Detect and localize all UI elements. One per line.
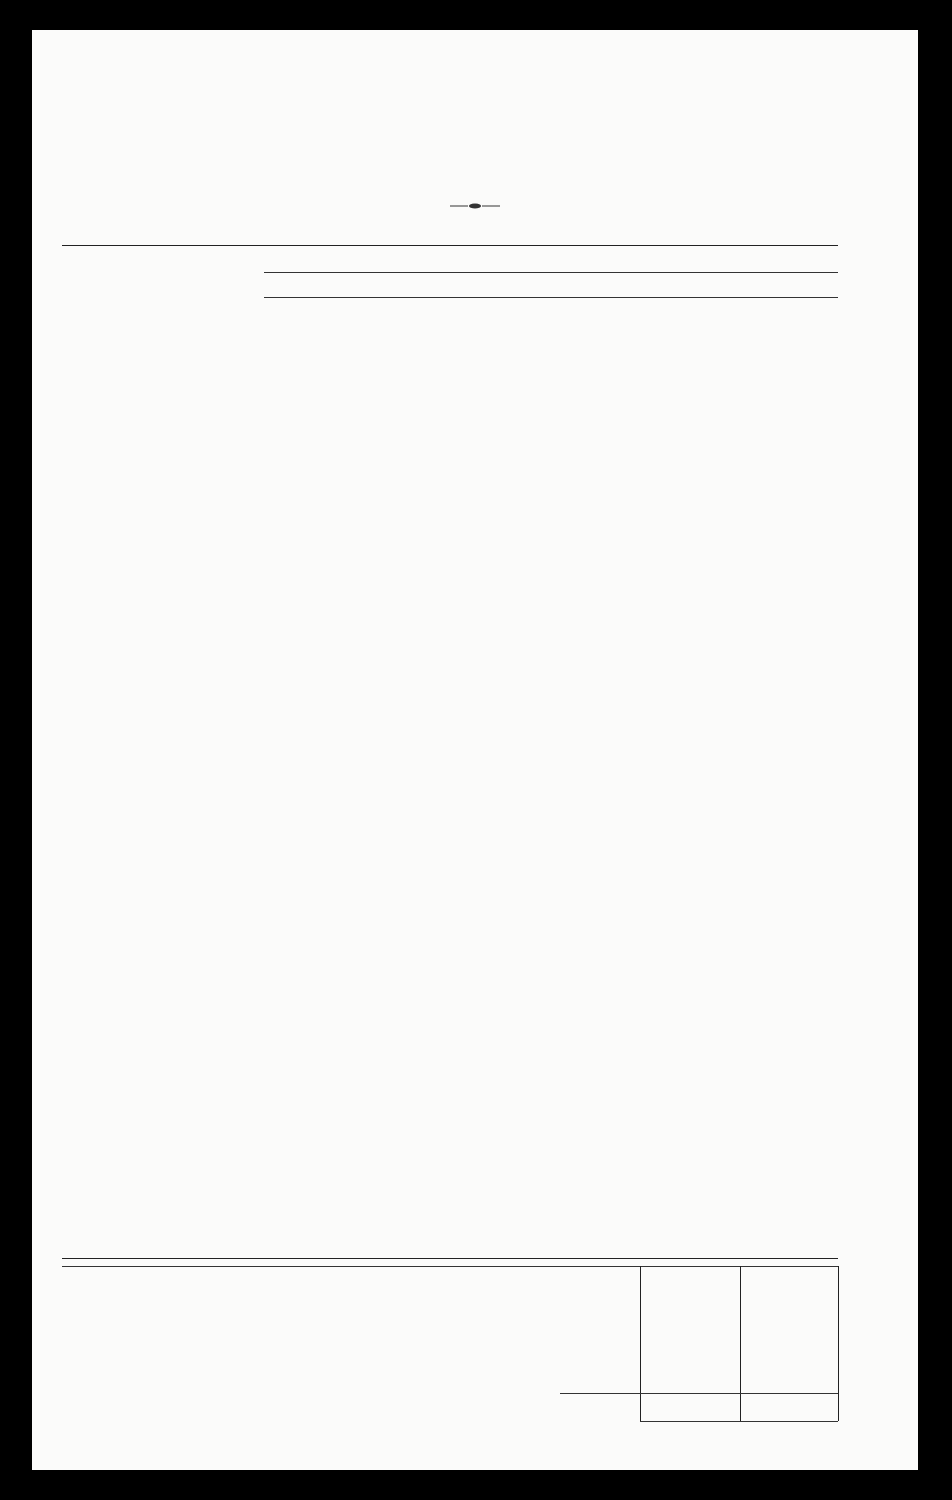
census-form-page <box>32 30 918 1470</box>
religion-table <box>32 1258 918 1428</box>
table1-title <box>247 220 257 235</box>
table2-title <box>297 1235 307 1250</box>
header-line-2 <box>32 160 918 194</box>
remarks-section <box>32 1082 918 1192</box>
totals-section <box>32 992 918 1082</box>
age-sex-table <box>32 245 918 1020</box>
ornament-divider <box>450 202 500 211</box>
